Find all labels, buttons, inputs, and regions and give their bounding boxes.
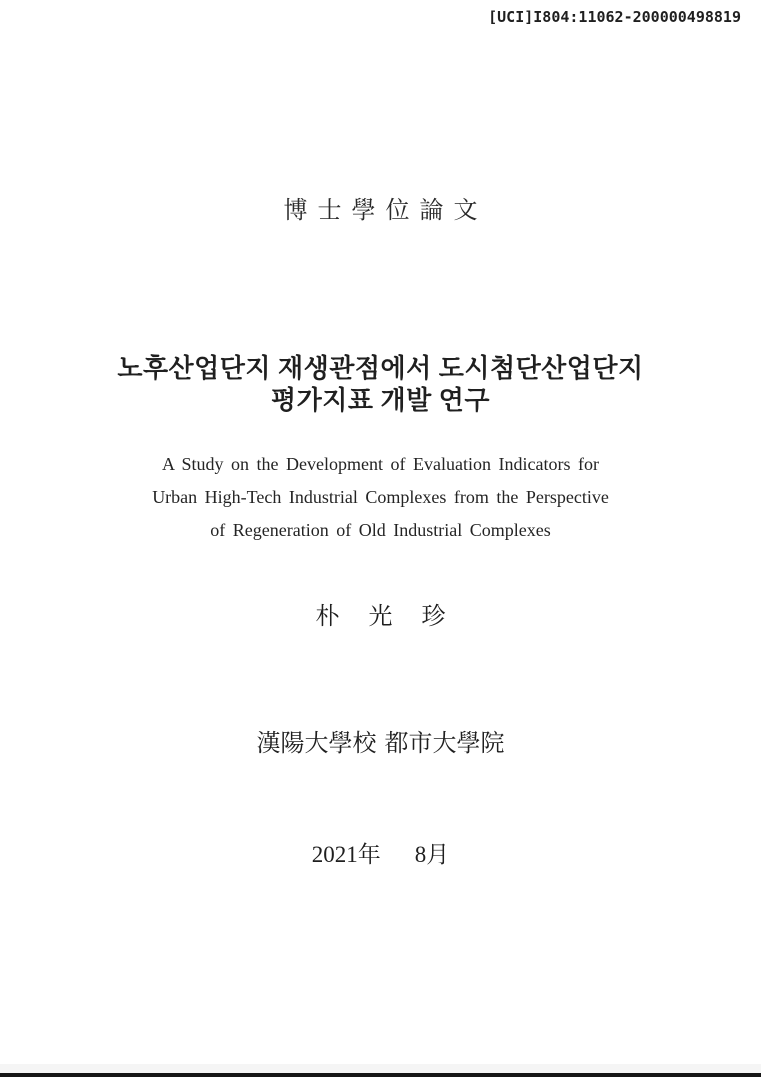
thesis-title-english-line1: A Study on the Development of Evaluation Indicators for — [162, 454, 599, 474]
thesis-title-korean-line1: 노후산업단지 재생관점에서 도시첨단산업단지 — [117, 354, 644, 383]
thesis-title-english-line2: Urban High-Tech Industrial Complexes from the Perspective — [152, 487, 609, 507]
thesis-title-korean — [0, 353, 761, 417]
publication-month: 8月 — [414, 842, 450, 867]
thesis-title-english — [0, 448, 761, 547]
author-name: 朴 光 珍 — [315, 604, 446, 630]
page-bottom-edge-line — [0, 1073, 761, 1077]
publication-date — [0, 836, 761, 869]
publication-year: 2021年 — [311, 842, 381, 867]
thesis-title-english-line3: of Regeneration of Old Industrial Complexes — [210, 520, 551, 540]
page-bottom-edge-shadow — [0, 1064, 761, 1073]
thesis-type-label: 博 士 學 位 論 文 — [283, 198, 478, 224]
uci-identifier: [UCI]I804:11062-200000498819 — [488, 8, 741, 26]
thesis-title-korean-line2: 평가지표 개발 연구 — [271, 386, 490, 415]
institution-name: 漢陽大學校 都市大學院 — [256, 731, 505, 757]
